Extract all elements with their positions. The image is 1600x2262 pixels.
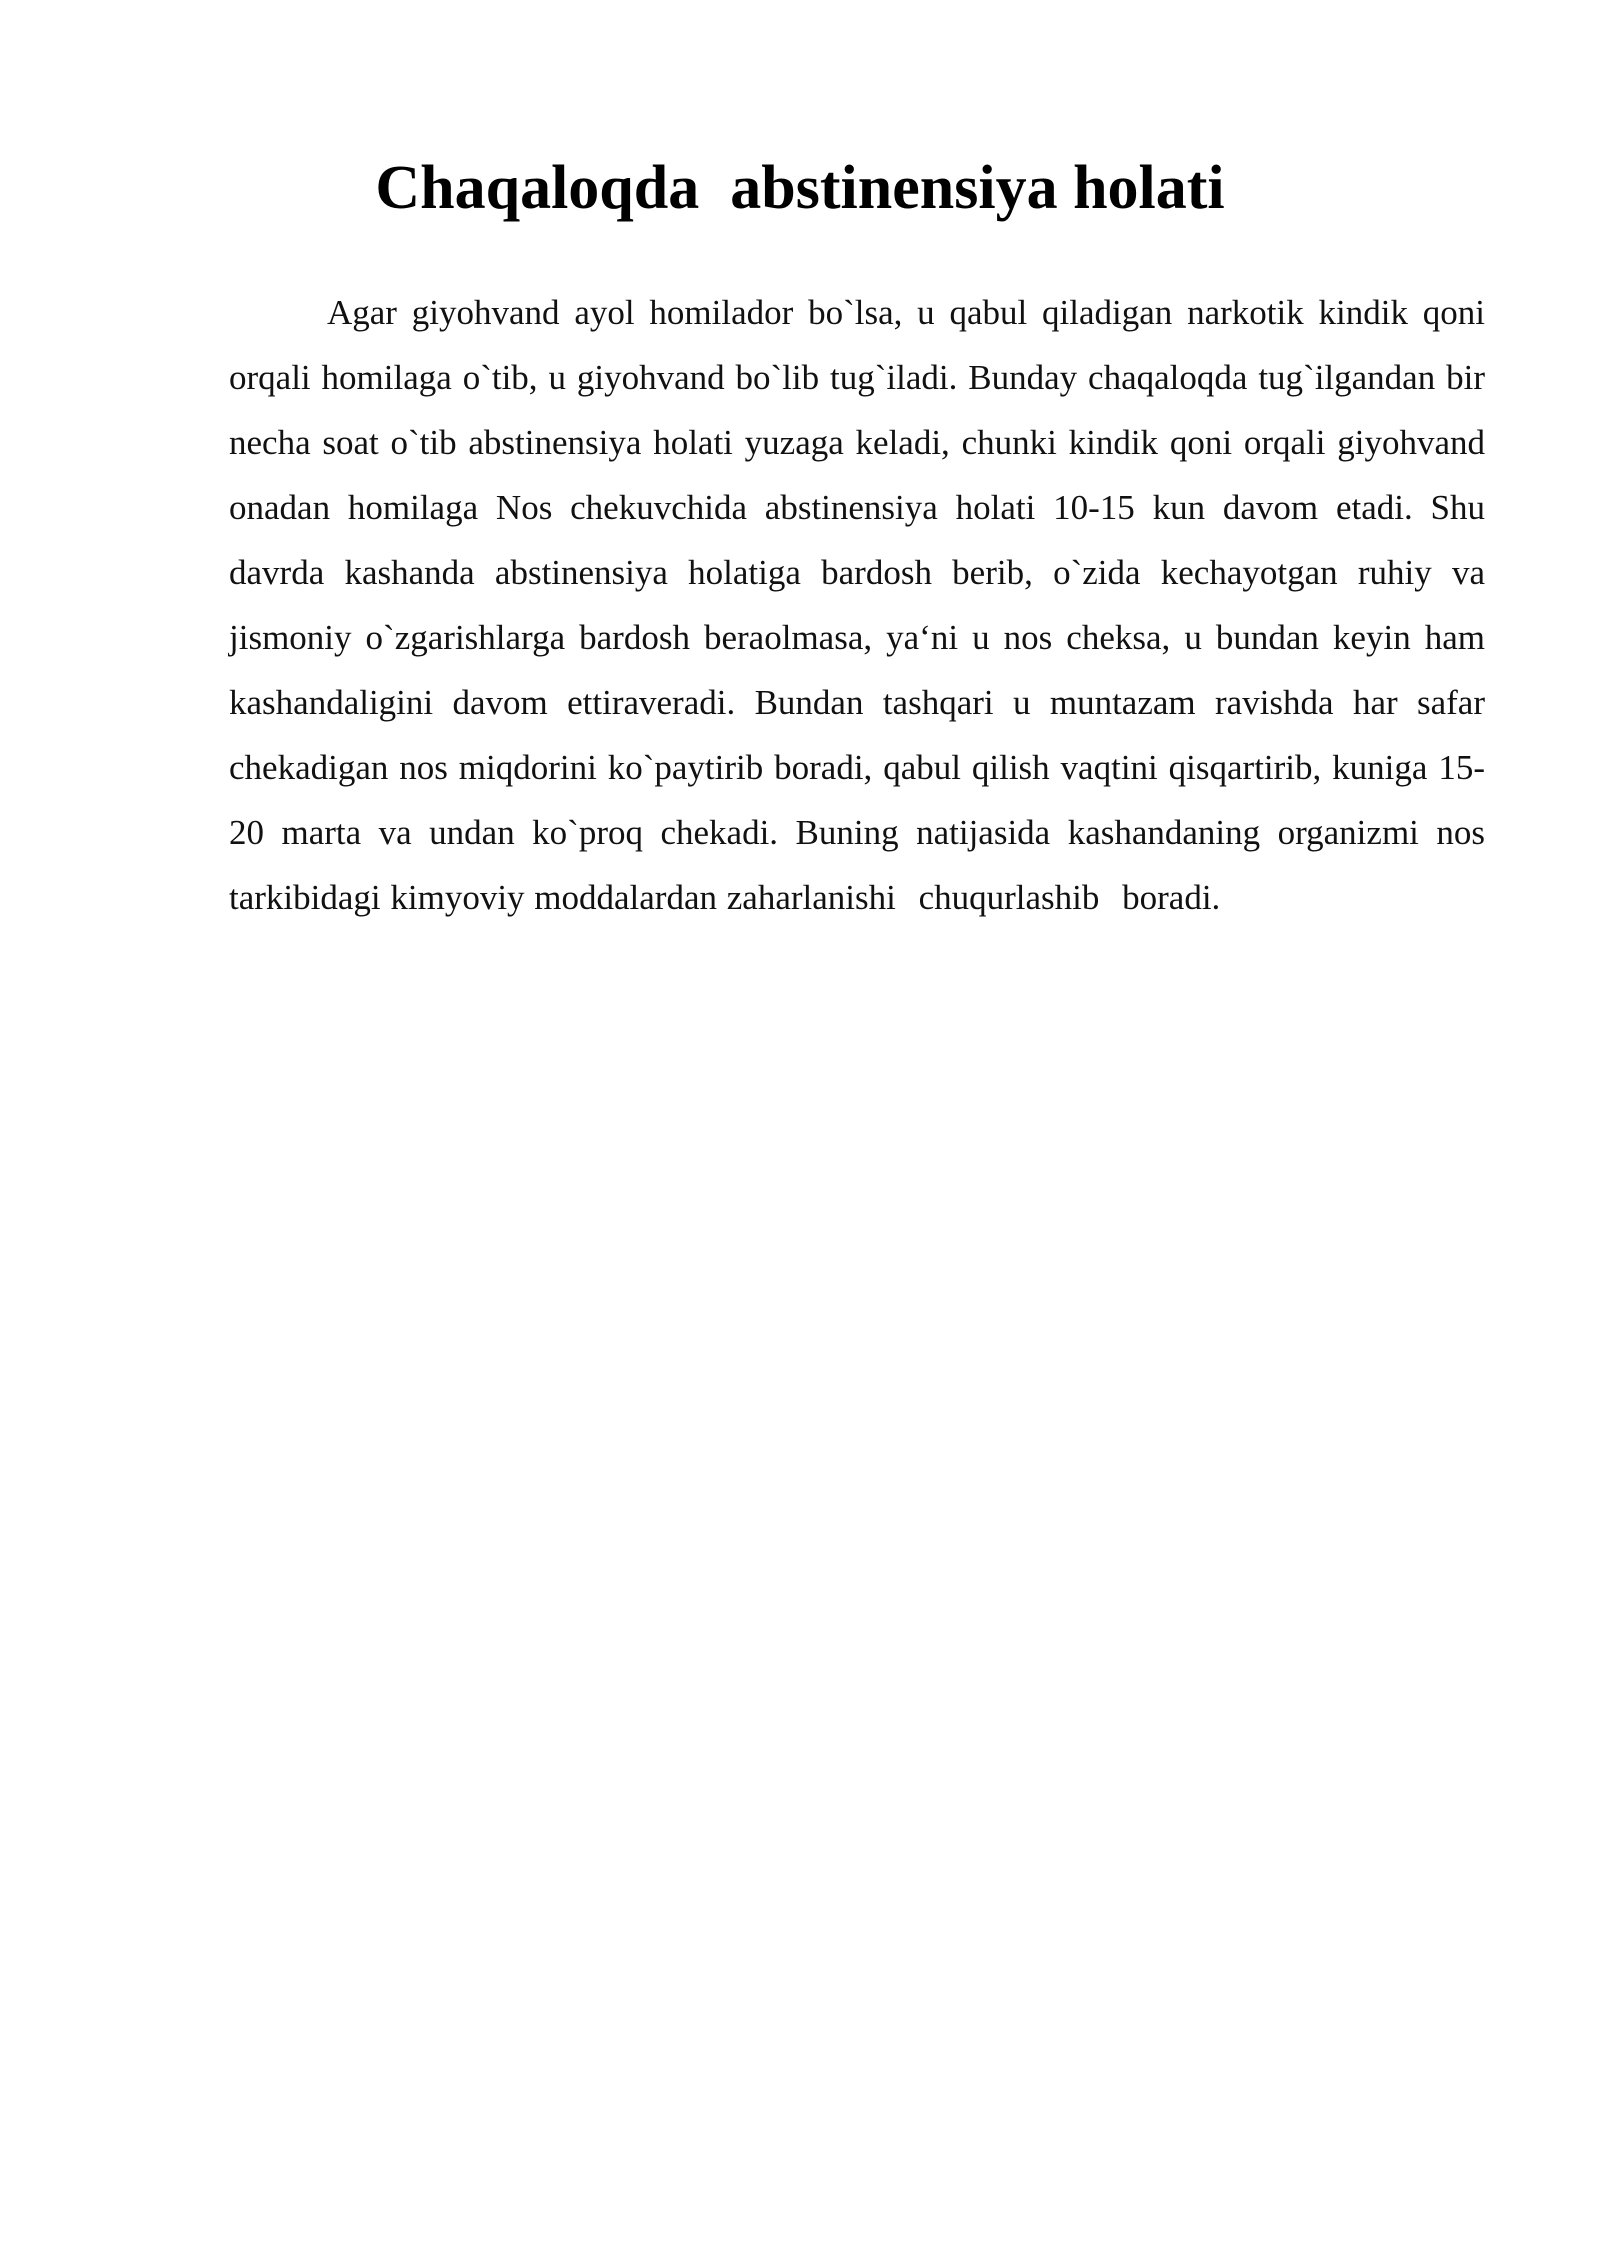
page-title: Chaqaloqda abstinensiya holati — [375, 154, 1225, 222]
body-paragraph — [229, 280, 1485, 930]
paragraph-text: Agar giyohvand ayol homilador bo`lsa, u qabul qiladigan narkotik kindik qoni orqali homilaga o`tib, u giyohvand bo`lib tug`iladi. Bunday chaqaloqda tug`ilgandan bir necha soat o`tib abstinensiya holati yuzaga keladi, chunki kindik qoni orqali giyohvand onadan homilaga Nos chekuvchida abstinensiya holati 10-15 kun davom etadi. Shu davrda kashanda abstinensiya holatiga bardosh berib, o`zida kechayotgan ruhiy va jismoniy o`zgarishlarga bardosh beraolmasa, ya‘ni u nos cheksa, u bundan keyin ham kashandaligini davom ettiraveradi. Bundan tashqari u muntazam ravishda har safar chekadigan nos miqdorini ko`paytirib boradi, qabul qilish vaqtini qisqartirib, kuniga 15-20 marta va undan ko`proq chekadi. Buning natijasida kashandaning organizmi nos tarkibidagi kimyoviy moddalardan — [229, 293, 1485, 917]
paragraph-last-line: zaharlanishi chuqurlashib boradi. — [726, 878, 1221, 917]
